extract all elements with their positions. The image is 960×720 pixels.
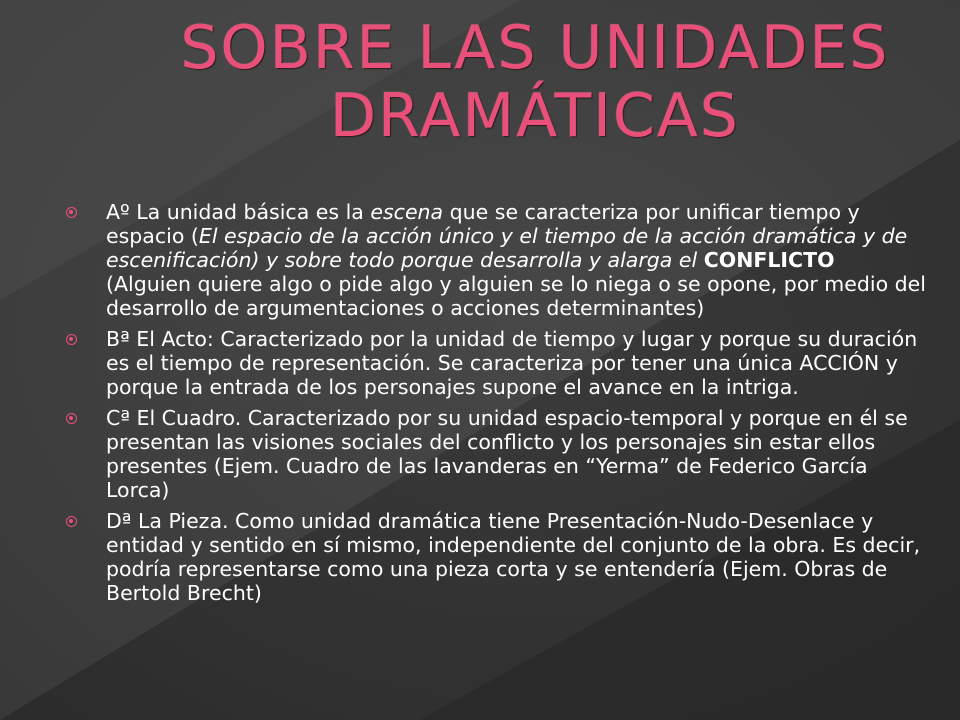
list-item-text bbox=[106, 200, 926, 320]
bullet-list bbox=[66, 200, 926, 612]
text-segment: Aº La unidad básica es la bbox=[106, 200, 371, 224]
text-segment-italic: escena bbox=[370, 200, 444, 224]
slide-title bbox=[120, 14, 950, 150]
circle-dot-icon bbox=[66, 334, 77, 345]
list-item-text: Cª El Cuadro. Caracterizado por su unidad espacio-temporal y porque en él se presentan las visiones sociales del conflicto y los personajes sin estar ellos presentes (Ejem. Cuadro de las lavanderas en “Yerma” de Federico García Lorca) bbox=[106, 406, 908, 502]
list-item-text: Dª La Pieza. Como unidad dramática tiene Presentación-Nudo-Desenlace y entidad y sentido en sí mismo, independiente del conjunto de la obra. Es decir, podría representarse como una pieza corta y se entendería (Ejem. Obras de Bertold Brecht) bbox=[106, 509, 921, 605]
circle-dot-icon bbox=[66, 413, 77, 424]
text-segment: (Alguien quiere algo o pide algo y alguien se lo niega o se opone, por medio del desarrollo de argumentaciones o acciones determinantes) bbox=[106, 272, 926, 320]
text-segment-bold: CONFLICTO bbox=[703, 248, 835, 272]
slide-title-line2: DRAMÁTICAS bbox=[329, 81, 741, 151]
slide-title-line1: SOBRE LAS UNIDADES bbox=[180, 13, 890, 83]
circle-dot-icon bbox=[66, 207, 77, 218]
list-item-acto bbox=[66, 327, 926, 399]
circle-dot-icon bbox=[66, 516, 77, 527]
text-segment-italic: El espacio de la acción único y el tiempo de la acción dramática y de escenificación) y sobre todo porque desarrolla y alarga el bbox=[106, 224, 908, 272]
list-item-pieza bbox=[66, 509, 926, 605]
text-segment: que se caracteriza por unificar tiempo y espacio ( bbox=[106, 200, 860, 248]
list-item-cuadro bbox=[66, 406, 926, 502]
list-item-escena bbox=[66, 200, 926, 320]
list-item-text: Bª El Acto: Caracterizado por la unidad de tiempo y lugar y porque su duración es el tiempo de representación. Se caracteriza por tener una única ACCIÓN y porque la entrada de los personajes supone el avance en la intriga. bbox=[106, 327, 918, 399]
